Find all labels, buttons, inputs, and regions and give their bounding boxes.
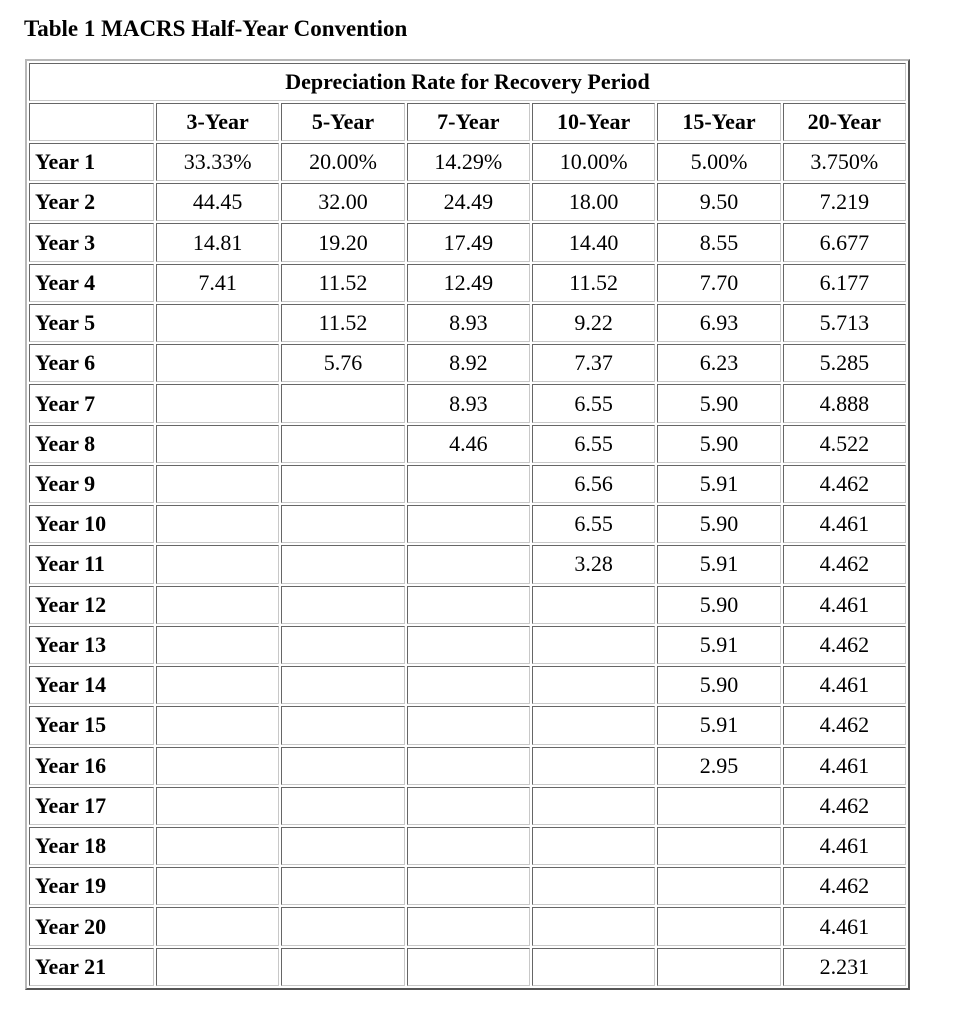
row-label: Year 6 [29, 344, 154, 382]
rate-cell: 6.177 [783, 264, 906, 302]
rate-cell [156, 827, 279, 865]
rate-cell [156, 465, 279, 503]
rate-cell: 5.90 [657, 425, 780, 463]
table-row [29, 545, 906, 583]
rate-cell [281, 505, 404, 543]
rate-cell: 5.713 [783, 304, 906, 342]
table-row [29, 425, 906, 463]
row-label: Year 13 [29, 626, 154, 664]
rate-cell: 2.95 [657, 747, 780, 785]
rate-cell: 4.461 [783, 747, 906, 785]
rate-cell: 19.20 [281, 223, 404, 261]
rate-cell [657, 787, 780, 825]
row-label: Year 2 [29, 183, 154, 221]
rate-cell [407, 706, 530, 744]
table-row [29, 505, 906, 543]
rate-cell: 5.90 [657, 666, 780, 704]
rate-cell: 6.677 [783, 223, 906, 261]
rate-cell [532, 706, 655, 744]
table-row [29, 465, 906, 503]
rate-cell [407, 626, 530, 664]
group-header: Depreciation Rate for Recovery Period [29, 63, 906, 101]
rate-cell: 8.93 [407, 304, 530, 342]
rate-cell [156, 545, 279, 583]
rate-cell [281, 626, 404, 664]
rate-cell: 6.55 [532, 384, 655, 422]
rate-cell: 20.00% [281, 143, 404, 181]
rate-cell [407, 666, 530, 704]
rate-cell [156, 787, 279, 825]
rate-cell [532, 867, 655, 905]
macrs-table [27, 61, 908, 988]
rate-cell: 4.522 [783, 425, 906, 463]
row-label: Year 3 [29, 223, 154, 261]
rate-cell [407, 586, 530, 624]
row-label: Year 4 [29, 264, 154, 302]
rate-cell [281, 384, 404, 422]
column-header-row [29, 103, 906, 141]
rate-cell: 14.81 [156, 223, 279, 261]
table-row [29, 223, 906, 261]
rate-cell [407, 907, 530, 945]
row-label: Year 14 [29, 666, 154, 704]
row-label: Year 17 [29, 787, 154, 825]
table-row [29, 384, 906, 422]
row-label: Year 12 [29, 586, 154, 624]
table-row [29, 626, 906, 664]
row-label: Year 20 [29, 907, 154, 945]
table-row [29, 907, 906, 945]
rate-cell: 18.00 [532, 183, 655, 221]
rate-cell: 4.462 [783, 626, 906, 664]
row-label: Year 21 [29, 948, 154, 986]
rate-cell [156, 867, 279, 905]
table-row [29, 948, 906, 986]
rate-cell [281, 867, 404, 905]
rate-cell: 6.93 [657, 304, 780, 342]
rate-cell: 5.91 [657, 706, 780, 744]
rate-cell: 5.00% [657, 143, 780, 181]
rate-cell: 9.50 [657, 183, 780, 221]
rate-cell [156, 706, 279, 744]
table-row [29, 747, 906, 785]
table-head [29, 63, 906, 141]
group-header-row [29, 63, 906, 101]
column-header: 5-Year [281, 103, 404, 141]
rate-cell: 4.888 [783, 384, 906, 422]
table-row [29, 827, 906, 865]
rate-cell [407, 505, 530, 543]
rate-cell: 7.70 [657, 264, 780, 302]
row-label: Year 8 [29, 425, 154, 463]
rate-cell [407, 827, 530, 865]
rate-cell [281, 545, 404, 583]
rate-cell [657, 907, 780, 945]
rate-cell [156, 948, 279, 986]
row-label: Year 19 [29, 867, 154, 905]
rate-cell: 4.461 [783, 586, 906, 624]
table-row [29, 264, 906, 302]
rate-cell [407, 465, 530, 503]
rate-cell: 14.40 [532, 223, 655, 261]
rate-cell: 6.55 [532, 505, 655, 543]
row-label: Year 9 [29, 465, 154, 503]
row-label: Year 11 [29, 545, 154, 583]
table-caption: Table 1 MACRS Half-Year Convention [24, 16, 408, 41]
rate-cell [156, 304, 279, 342]
rate-cell [407, 867, 530, 905]
column-header: 7-Year [407, 103, 530, 141]
rate-cell: 4.462 [783, 706, 906, 744]
rate-cell: 4.461 [783, 827, 906, 865]
rate-cell: 44.45 [156, 183, 279, 221]
table-row [29, 666, 906, 704]
rate-cell [407, 948, 530, 986]
rate-cell [281, 586, 404, 624]
rate-cell: 6.55 [532, 425, 655, 463]
rate-cell: 5.91 [657, 465, 780, 503]
rate-cell [281, 787, 404, 825]
rate-cell [281, 747, 404, 785]
rate-cell [156, 586, 279, 624]
rate-cell: 8.93 [407, 384, 530, 422]
rate-cell [281, 706, 404, 744]
rate-cell: 3.750% [783, 143, 906, 181]
rate-cell [657, 867, 780, 905]
rate-cell: 4.461 [783, 907, 906, 945]
rate-cell [156, 505, 279, 543]
rate-cell [156, 384, 279, 422]
rate-cell: 2.231 [783, 948, 906, 986]
table-row [29, 344, 906, 382]
rate-cell: 8.55 [657, 223, 780, 261]
rate-cell [657, 948, 780, 986]
row-label: Year 18 [29, 827, 154, 865]
rate-cell: 17.49 [407, 223, 530, 261]
rate-cell [532, 586, 655, 624]
rate-cell: 12.49 [407, 264, 530, 302]
rate-cell: 5.90 [657, 505, 780, 543]
rate-cell: 24.49 [407, 183, 530, 221]
rate-cell [532, 747, 655, 785]
row-label: Year 10 [29, 505, 154, 543]
rate-cell: 11.52 [281, 304, 404, 342]
rate-cell: 32.00 [281, 183, 404, 221]
rate-cell [407, 747, 530, 785]
column-header: 3-Year [156, 103, 279, 141]
rate-cell: 14.29% [407, 143, 530, 181]
rate-cell [532, 666, 655, 704]
rate-cell: 4.462 [783, 787, 906, 825]
table-row [29, 787, 906, 825]
rate-cell [281, 948, 404, 986]
corner-cell [29, 103, 154, 141]
rate-cell [281, 827, 404, 865]
rate-cell: 4.461 [783, 666, 906, 704]
rate-cell: 6.56 [532, 465, 655, 503]
rate-cell [532, 907, 655, 945]
macrs-table-frame [25, 59, 910, 990]
rate-cell [281, 907, 404, 945]
rate-cell [156, 425, 279, 463]
rate-cell: 5.90 [657, 586, 780, 624]
rate-cell: 33.33% [156, 143, 279, 181]
rate-cell [156, 666, 279, 704]
rate-cell [657, 827, 780, 865]
rate-cell [281, 465, 404, 503]
rate-cell [156, 747, 279, 785]
rate-cell [407, 787, 530, 825]
rate-cell: 5.91 [657, 626, 780, 664]
table-row [29, 304, 906, 342]
rate-cell [156, 626, 279, 664]
rate-cell: 4.462 [783, 465, 906, 503]
rate-cell: 7.219 [783, 183, 906, 221]
table-row [29, 586, 906, 624]
rate-cell: 5.285 [783, 344, 906, 382]
rate-cell: 11.52 [281, 264, 404, 302]
row-label: Year 16 [29, 747, 154, 785]
rate-cell: 4.462 [783, 545, 906, 583]
column-header: 15-Year [657, 103, 780, 141]
rate-cell: 9.22 [532, 304, 655, 342]
rate-cell: 5.90 [657, 384, 780, 422]
table-row [29, 183, 906, 221]
rate-cell [156, 344, 279, 382]
table-row [29, 706, 906, 744]
table-row [29, 143, 906, 181]
rate-cell: 8.92 [407, 344, 530, 382]
table-body [29, 143, 906, 986]
rate-cell: 4.461 [783, 505, 906, 543]
rate-cell: 4.462 [783, 867, 906, 905]
column-header: 10-Year [532, 103, 655, 141]
table-row [29, 867, 906, 905]
rate-cell: 3.28 [532, 545, 655, 583]
rate-cell: 5.76 [281, 344, 404, 382]
rate-cell [532, 948, 655, 986]
rate-cell: 4.46 [407, 425, 530, 463]
row-label: Year 7 [29, 384, 154, 422]
rate-cell: 7.37 [532, 344, 655, 382]
row-label: Year 5 [29, 304, 154, 342]
rate-cell [532, 827, 655, 865]
rate-cell: 6.23 [657, 344, 780, 382]
rate-cell: 7.41 [156, 264, 279, 302]
rate-cell: 10.00% [532, 143, 655, 181]
row-label: Year 15 [29, 706, 154, 744]
row-label: Year 1 [29, 143, 154, 181]
rate-cell [532, 626, 655, 664]
rate-cell [407, 545, 530, 583]
rate-cell [532, 787, 655, 825]
rate-cell [281, 425, 404, 463]
rate-cell [281, 666, 404, 704]
rate-cell: 11.52 [532, 264, 655, 302]
column-header: 20-Year [783, 103, 906, 141]
rate-cell: 5.91 [657, 545, 780, 583]
rate-cell [156, 907, 279, 945]
